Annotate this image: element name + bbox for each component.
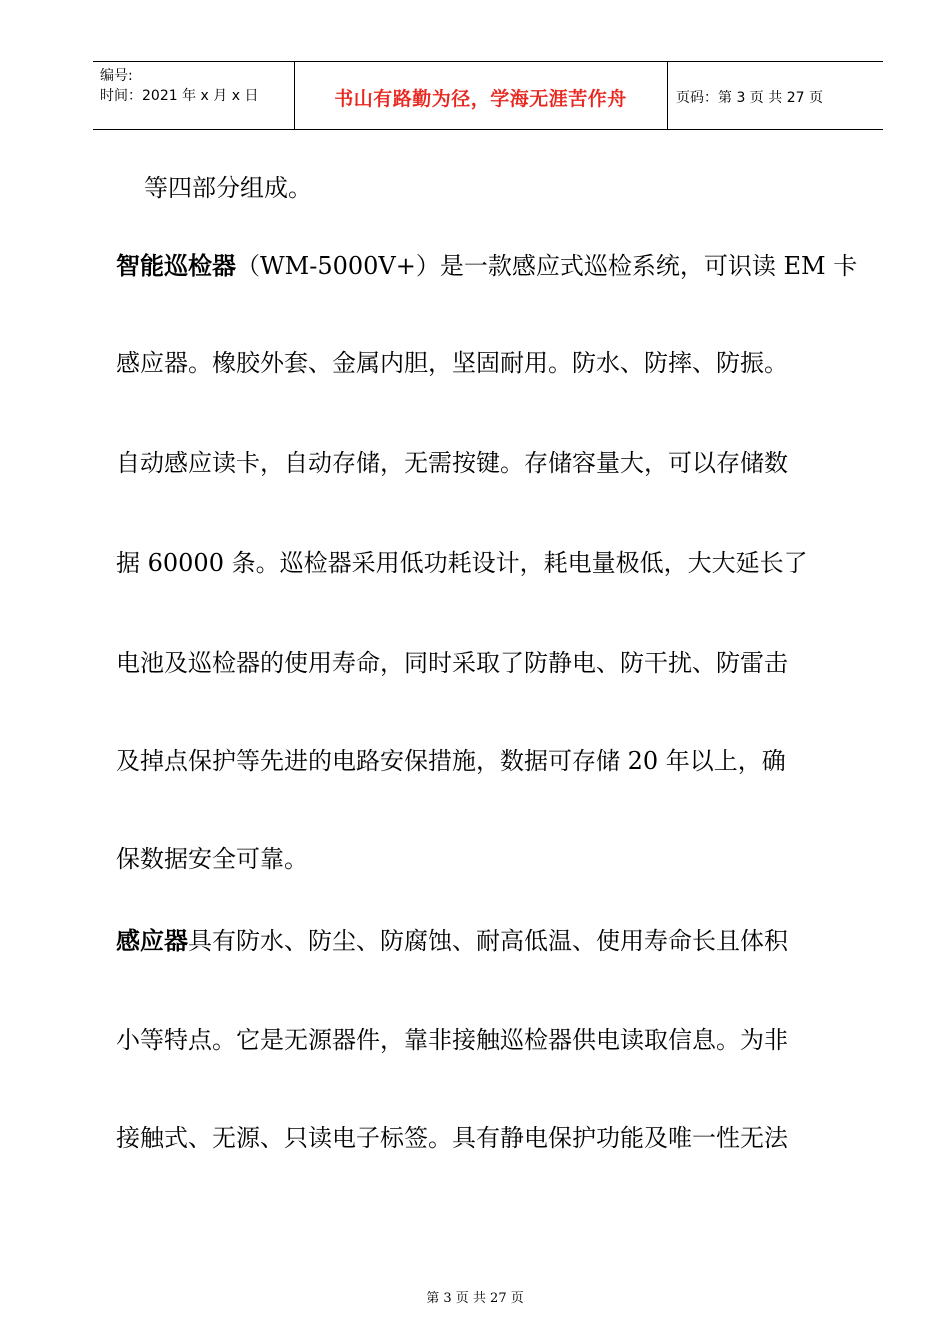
- body-line: 保数据安全可靠。: [116, 845, 308, 873]
- header-bottom-rule: [93, 129, 883, 130]
- body-text: 具有防水、防尘、防腐蚀、耐高低温、使用寿命长且体积: [188, 927, 788, 955]
- number-label: 编号:: [100, 68, 133, 84]
- body-line: 接触式、无源、只读电子标签。具有静电保护功能及唯一性无法: [116, 1124, 788, 1152]
- body-line: [116, 925, 788, 957]
- term-inspector: 智能巡检器: [116, 252, 236, 280]
- page-footer: 第 3 页 共 27 页: [426, 1291, 524, 1306]
- header-motto: 书山有路勤为径，学海无涯苦作舟: [334, 88, 627, 110]
- body-line: 电池及巡检器的使用寿命，同时采取了防静电、防干扰、防雷击: [116, 649, 788, 677]
- body-line: [116, 250, 857, 282]
- body-line: 感应器。橡胶外套、金属内胆，坚固耐用。防水、防摔、防振。: [116, 349, 788, 377]
- header-divider-right: [667, 61, 668, 130]
- header-page-label: 页码：第 3 页 共 27 页: [676, 90, 823, 106]
- body-line: 自动感应读卡，自动存储，无需按键。存储容量大，可以存储数: [116, 449, 788, 477]
- body-text: （WM-5000V+）是一款感应式巡检系统，可识读 EM 卡: [236, 252, 858, 280]
- body-line: 等四部分组成。: [144, 174, 312, 202]
- body-line: 及掉点保护等先进的电路安保措施，数据可存储 20 年以上，确: [116, 747, 786, 775]
- time-label: 时间：2021 年 x 月 x 日: [100, 88, 259, 104]
- header-top-rule: [93, 61, 883, 62]
- body-line: 小等特点。它是无源器件，靠非接触巡检器供电读取信息。为非: [116, 1026, 788, 1054]
- header-meta: [100, 66, 258, 106]
- term-sensor: 感应器: [116, 927, 188, 955]
- body-line: 据 60000 条。巡检器采用低功耗设计，耗电量极低，大大延长了: [116, 549, 808, 577]
